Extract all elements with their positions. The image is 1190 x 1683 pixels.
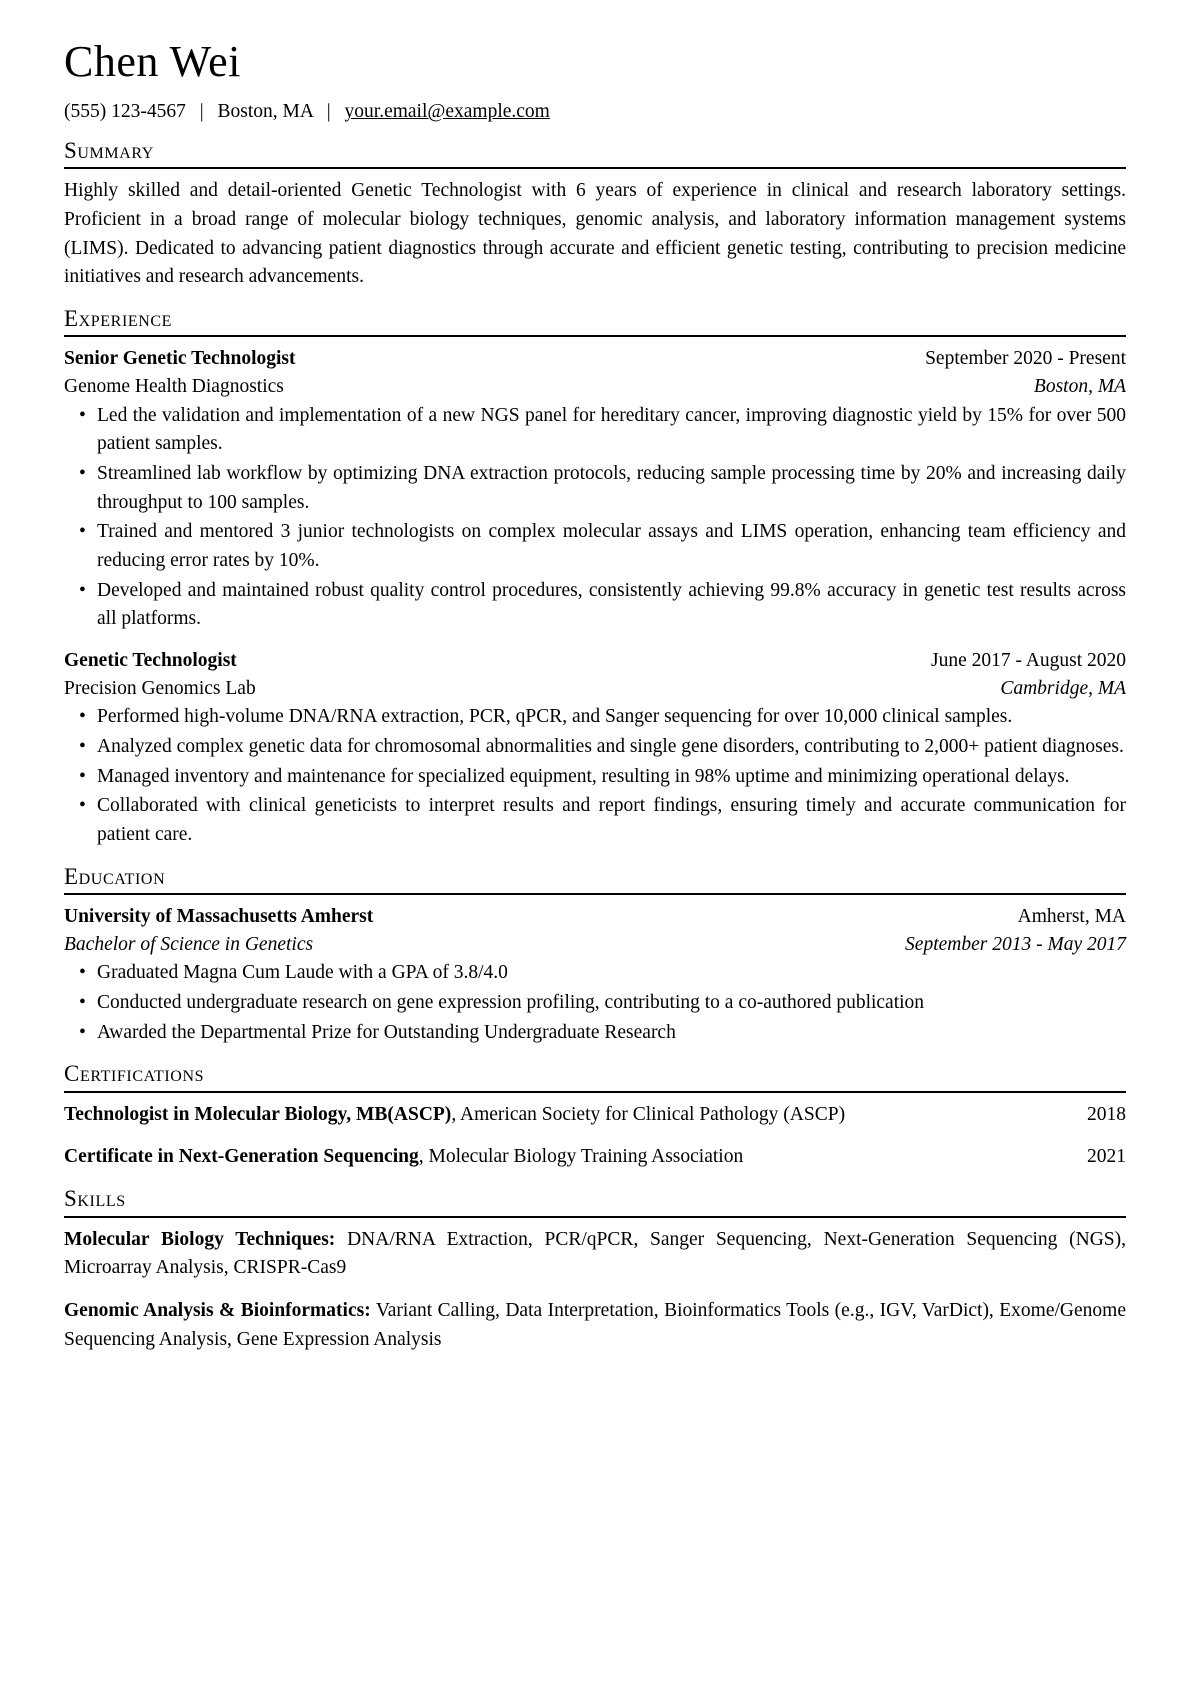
certification-issuer: Molecular Biology Training Association xyxy=(428,1146,744,1168)
list-item: • Collaborated with clinical geneticists to interpret results and report findings, ensuring timely and accurate communication for patient care. xyxy=(64,792,1126,849)
list-item: • Graduated Magna Cum Laude with a GPA of 3.8/4.0 xyxy=(64,959,1126,988)
email-link[interactable]: your.email@example.com xyxy=(344,101,550,123)
section-education xyxy=(64,864,1126,1048)
education-entry xyxy=(64,903,1126,1047)
resume-header xyxy=(64,38,1126,124)
experience-entry xyxy=(64,345,1126,634)
company-name: Precision Genomics Lab xyxy=(64,677,256,699)
certification-entry xyxy=(64,1101,1126,1130)
phone-number: (555) 123-4567 xyxy=(64,101,186,123)
list-item: • Streamlined lab workflow by optimizing DNA extraction protocols, reducing sample processing time by 20% and increasing daily throughput to 100 samples. xyxy=(64,460,1126,517)
contact-line xyxy=(64,100,1126,123)
list-item: • Conducted undergraduate research on gene expression profiling, contributing to a co-authored publication xyxy=(64,989,1126,1018)
job-dates: June 2017 - August 2020 xyxy=(931,649,1126,671)
job-location: Boston, MA xyxy=(1033,375,1126,397)
certification-year: 2021 xyxy=(1087,1146,1126,1168)
job-title: Senior Genetic Technologist xyxy=(64,348,296,370)
job-dates: September 2020 - Present xyxy=(925,348,1126,370)
education-entry-header xyxy=(64,903,1126,931)
section-rule xyxy=(64,1216,1126,1218)
skill-category: Genomic Analysis & Bioinformatics: xyxy=(64,1299,371,1321)
section-rule xyxy=(64,335,1126,337)
certification-comma: , xyxy=(451,1103,460,1125)
skill-group xyxy=(64,1297,1126,1354)
list-item: • Performed high-volume DNA/RNA extraction, PCR, qPCR, and Sanger sequencing for over 10,000 clinical samples. xyxy=(64,703,1126,732)
certification-comma: , xyxy=(418,1146,429,1168)
list-item: • Awarded the Departmental Prize for Outstanding Undergraduate Research xyxy=(64,1019,1126,1048)
certification-name: Technologist in Molecular Biology, MB(ASCP) xyxy=(64,1103,452,1125)
experience-entry xyxy=(64,647,1126,850)
experience-entry-header xyxy=(64,647,1126,675)
section-rule xyxy=(64,167,1126,169)
section-certifications xyxy=(64,1061,1126,1172)
skill-items: DNA/RNA Extraction, PCR/qPCR, Sanger Sequencing, Next-Generation Sequencing (NGS), Microarray Analysis, CRISPR-Cas9 xyxy=(64,1228,1127,1279)
section-experience xyxy=(64,306,1126,850)
company-name: Genome Health Diagnostics xyxy=(64,375,284,397)
section-title-skills: Skills xyxy=(64,1186,126,1212)
certification-name: Certificate in Next-Generation Sequencing xyxy=(64,1146,419,1168)
list-item: • Managed inventory and maintenance for specialized equipment, resulting in 98% uptime and minimizing operational delays. xyxy=(64,763,1126,792)
experience-bullet-list xyxy=(64,402,1126,634)
certification-entry xyxy=(64,1143,1126,1172)
education-entry-subheader xyxy=(64,931,1126,959)
list-item: • Led the validation and implementation of a new NGS panel for hereditary cancer, improving diagnostic yield by 15% for over 500 patient samples. xyxy=(64,402,1126,459)
school-location: Amherst, MA xyxy=(1017,906,1126,927)
section-title-certifications: Certifications xyxy=(64,1061,205,1087)
degree-name: Bachelor of Science in Genetics xyxy=(64,933,314,955)
skill-items: Variant Calling, Data Interpretation, Bioinformatics Tools (e.g., IGV, VarDict), Exome/Genome Sequencing Analysis, Gene Expression Analysis xyxy=(64,1299,1126,1350)
experience-entry-subheader xyxy=(64,675,1126,703)
experience-entry-header xyxy=(64,345,1126,373)
job-title: Genetic Technologist xyxy=(64,649,237,671)
list-item: • Analyzed complex genetic data for chromosomal abnormalities and single gene disorders, contributing to 2,000+ patient diagnoses. xyxy=(64,733,1126,762)
list-item: • Developed and maintained robust quality control procedures, consistently achieving 99.8% accuracy in genetic test results across all platforms. xyxy=(64,577,1126,634)
experience-bullet-list xyxy=(64,703,1126,849)
certification-year: 2018 xyxy=(1087,1103,1126,1125)
section-title-experience: Experience xyxy=(64,305,173,331)
education-bullet-list xyxy=(64,959,1126,1047)
list-item: • Trained and mentored 3 junior technologists on complex molecular assays and LIMS operation, enhancing team efficiency and reducing error rates by 10%. xyxy=(64,518,1126,575)
contact-separator: | xyxy=(199,101,204,123)
degree-dates: September 2013 - May 2017 xyxy=(905,933,1126,955)
contact-separator: | xyxy=(326,101,331,123)
summary-text: Highly skilled and detail-oriented Genetic Technologist with 6 years of experience in clinical and research laboratory settings. Proficient in a broad range of molecular biology techniques, genomic analysis, and laboratory information management systems (LIMS). Dedicated to advancing patient diagnostics through accurate and efficient genetic testing, contributing to precision medicine initiatives and research advancements. xyxy=(64,180,1126,288)
section-rule xyxy=(64,893,1126,895)
school-name: University of Massachusetts Amherst xyxy=(64,906,374,927)
location-text: Boston, MA xyxy=(217,101,313,123)
skill-group xyxy=(64,1226,1126,1283)
section-title-education: Education xyxy=(64,863,166,889)
section-skills xyxy=(64,1186,1126,1354)
job-location: Cambridge, MA xyxy=(1000,677,1126,699)
section-title-summary: Summary xyxy=(64,137,154,163)
section-summary xyxy=(64,138,1126,292)
skill-category: Molecular Biology Techniques: xyxy=(64,1228,336,1250)
certification-issuer: American Society for Clinical Pathology (ASCP) xyxy=(460,1103,846,1125)
candidate-name: Chen Wei xyxy=(64,37,241,86)
section-rule xyxy=(64,1091,1126,1093)
experience-entry-subheader xyxy=(64,373,1126,401)
